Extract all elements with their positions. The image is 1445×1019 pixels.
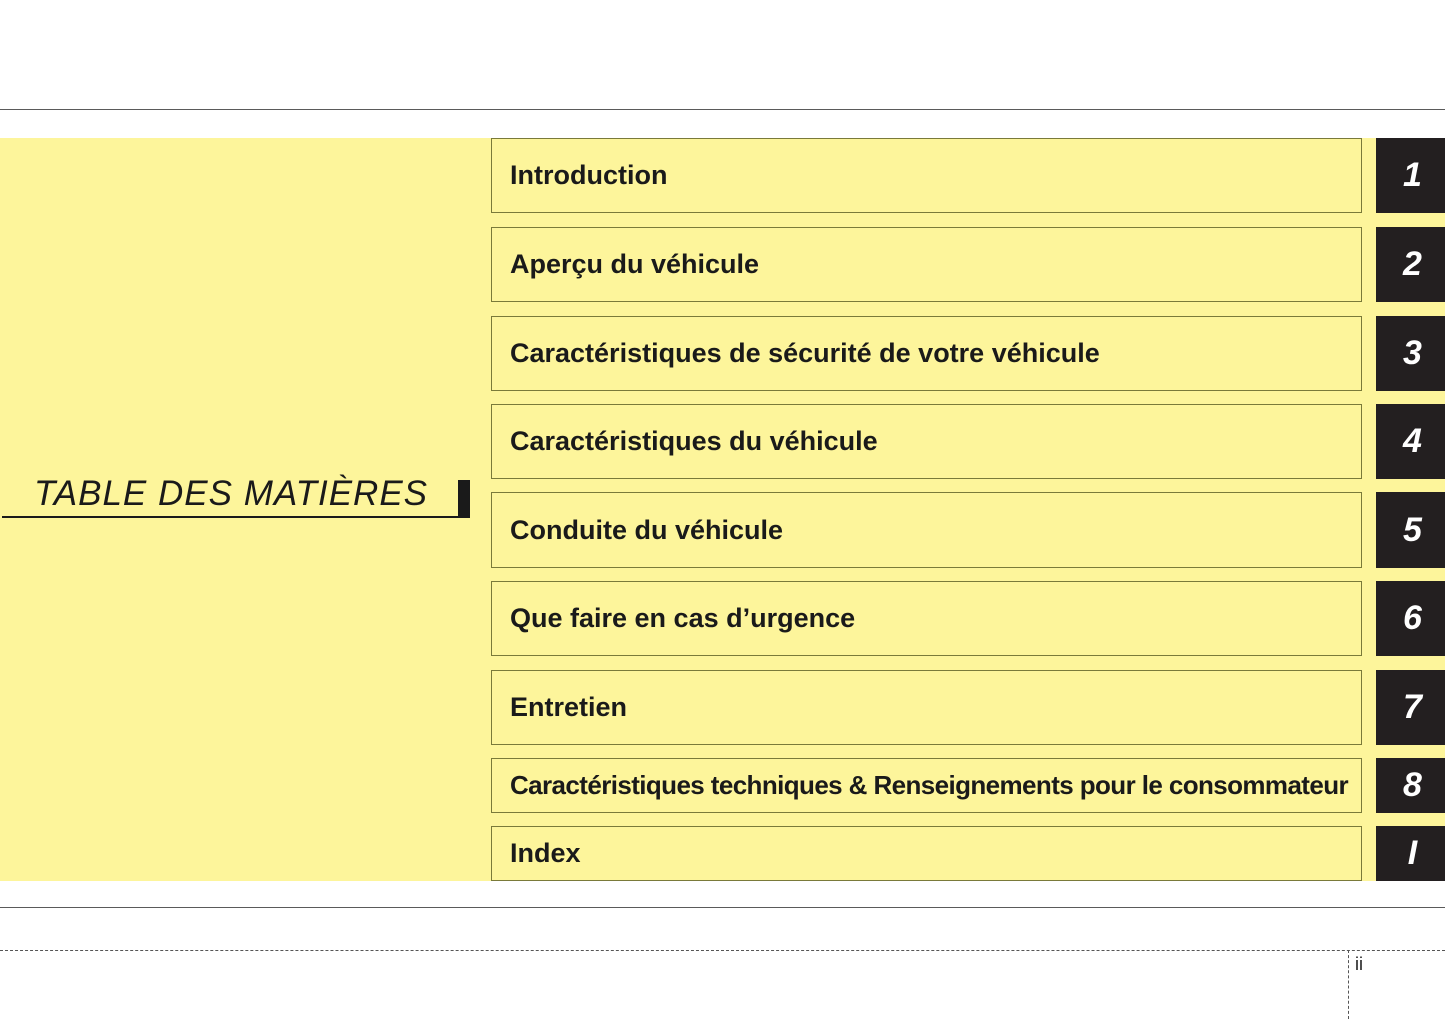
toc-entry-securite[interactable]: Caractéristiques de sécurité de votre véhicule [491,316,1362,391]
page-number: ii [1355,954,1363,974]
title-marker-bar [458,480,470,516]
chapter-tab-4[interactable]: 4 [1376,404,1445,479]
toc-entry-entretien[interactable]: Entretien [491,670,1362,745]
toc-entry-techniques[interactable]: Caractéristiques techniques & Renseignements pour le consommateur [491,758,1362,813]
toc-entry-index[interactable]: Index [491,826,1362,881]
toc-heading [2,474,470,518]
footer-dashed-divider [1348,950,1349,1019]
chapter-tab-5[interactable]: 5 [1376,492,1445,568]
chapter-tab-index[interactable]: I [1376,826,1445,881]
top-rule [0,109,1445,110]
footer-dashed-line [0,950,1445,951]
chapter-tab-2[interactable]: 2 [1376,227,1445,302]
chapter-tab-7[interactable]: 7 [1376,670,1445,745]
toc-entry-caracteristiques[interactable]: Caractéristiques du véhicule [491,404,1362,479]
chapter-tab-1[interactable]: 1 [1376,138,1445,213]
toc-entry-apercu[interactable]: Aperçu du véhicule [491,227,1362,302]
toc-entry-introduction[interactable]: Introduction [491,138,1362,213]
toc-entry-urgence[interactable]: Que faire en cas d’urgence [491,581,1362,656]
toc-entry-conduite[interactable]: Conduite du véhicule [491,492,1362,568]
chapter-tab-8[interactable]: 8 [1376,758,1445,813]
chapter-tab-6[interactable]: 6 [1376,581,1445,656]
chapter-tab-3[interactable]: 3 [1376,316,1445,391]
bottom-rule [0,907,1445,908]
toc-title: TABLE DES MATIÈRES [34,474,429,513]
